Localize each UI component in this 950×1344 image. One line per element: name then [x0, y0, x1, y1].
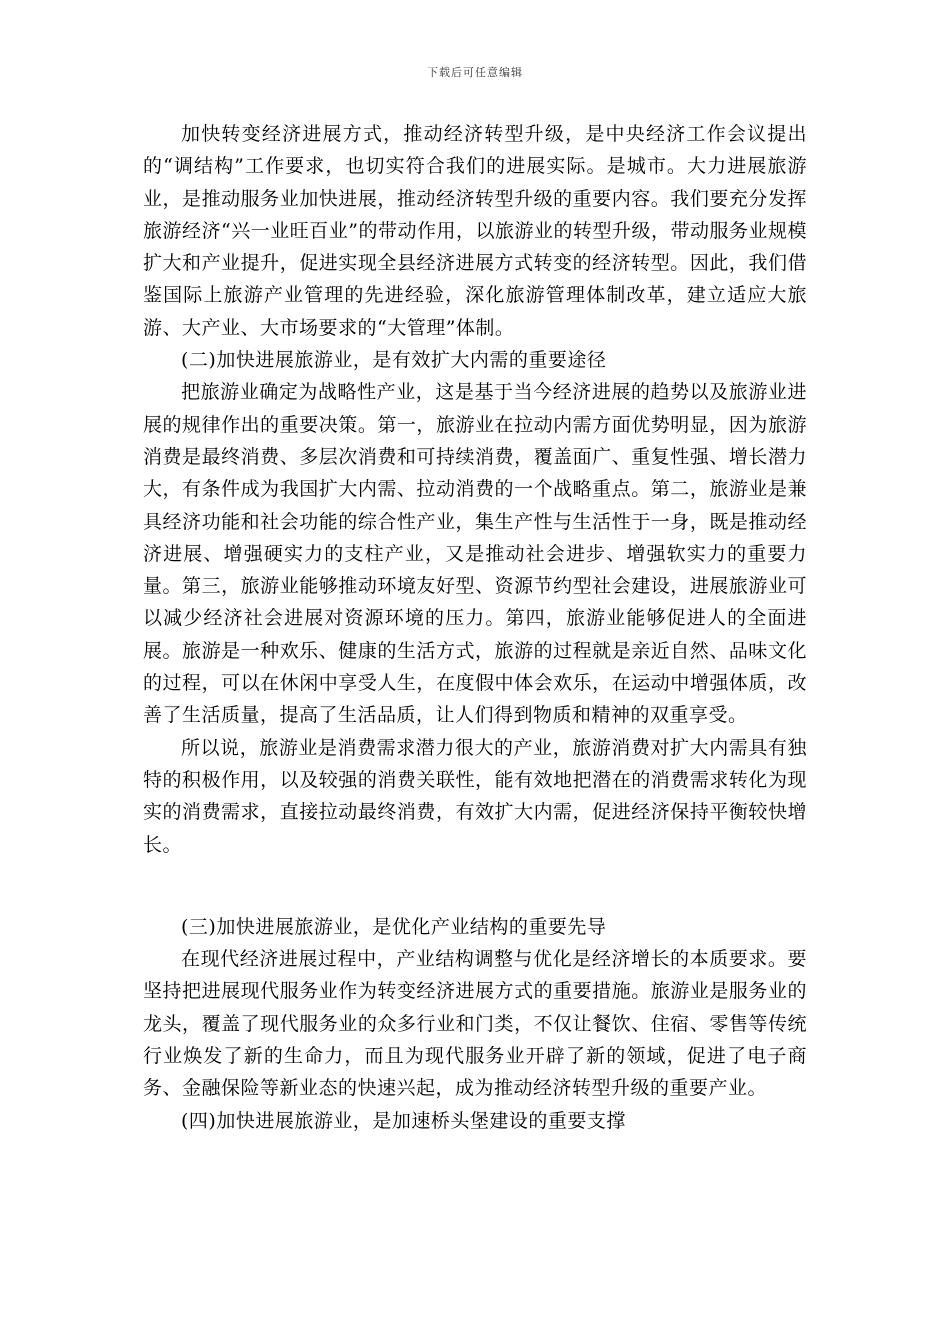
document-body: [143, 118, 807, 1137]
paragraph-domestic-demand: 把旅游业确定为战略性产业，这是基于当今经济进展的趋势以及旅游业进展的规律作出的重要决策。第一，旅游业在拉动内需方面优势明显，因为旅游消费是最终消费、多层次消费和可持续消费，覆盖面广、重复性强、增长潜力大，有条件成为我国扩大内需、拉动消费的一个战略重点。第二，旅游业是兼具经济功能和社会功能的综合性产业，集生产性与生活性于一身，既是推动经济进展、增强硬实力的支柱产业，又是推动社会进步、增强软实力的重要力量。第三，旅游业能够推动环境友好型、资源节约型社会建设，进展旅游业可以减少经济社会进展对资源环境的压力。第四，旅游业能够促进人的全面进展。旅游是一种欢乐、健康的生活方式，旅游的过程就是亲近自然、品味文化的过程，可以在休闲中享受人生，在度假中体会欢乐，在运动中增强体质，改善了生活质量，提高了生活品质，让人们得到物质和精神的双重享受。: [143, 381, 807, 727]
paragraph-intro: 加快转变经济进展方式，推动经济转型升级，是中央经济工作会议提出的“调结构”工作要求，也切实符合我们的进展实际。是城市。大力进展旅游业，是推动服务业加快进展，推动经济转型升级的重要内容。我们要充分发挥旅游经济“兴一业旺百业”的带动作用，以旅游业的转型升级，带动服务业规模扩大和产业提升，促进实现全县经济进展方式转变的经济转型。因此，我们借鉴国际上旅游产业管理的先进经验，深化旅游管理体制改革，建立适应大旅游、大产业、大市场要求的“大管理”体制。: [143, 123, 807, 339]
paragraph-industry-structure: 在现代经济进展过程中，产业结构调整与优化是经济增长的本质要求。要坚持把进展现代服务业作为转变经济进展方式的重要措施。旅游业是服务业的龙头，覆盖了现代服务业的众多行业和门类，不仅让餐饮、住宿、零售等传统行业焕发了新的生命力，而且为现代服务业开辟了新的领域，促进了电子商务、金融保险等新业态的快速兴起，成为推动经济转型升级的重要产业。: [143, 948, 807, 1100]
paragraph-conclusion-demand: 所以说，旅游业是消费需求潜力很大的产业，旅游消费对扩大内需具有独特的积极作用，以及较强的消费关联性，能有效地把潜在的消费需求转化为现实的消费需求，直接拉动最终消费，有效扩大内需，促进经济保持平衡较快增长。: [143, 736, 807, 856]
download-note: 下载后可任意编辑: [427, 66, 523, 79]
section-heading-2: (二)加快进展旅游业，是有效扩大内需的重要途径: [181, 349, 607, 372]
section-heading-3: (三)加快进展旅游业，是优化产业结构的重要先导: [181, 915, 607, 938]
blank-line: [143, 861, 807, 911]
section-heading-4: (四)加快进展旅游业，是加速桥头堡建设的重要支撑: [181, 1109, 626, 1132]
